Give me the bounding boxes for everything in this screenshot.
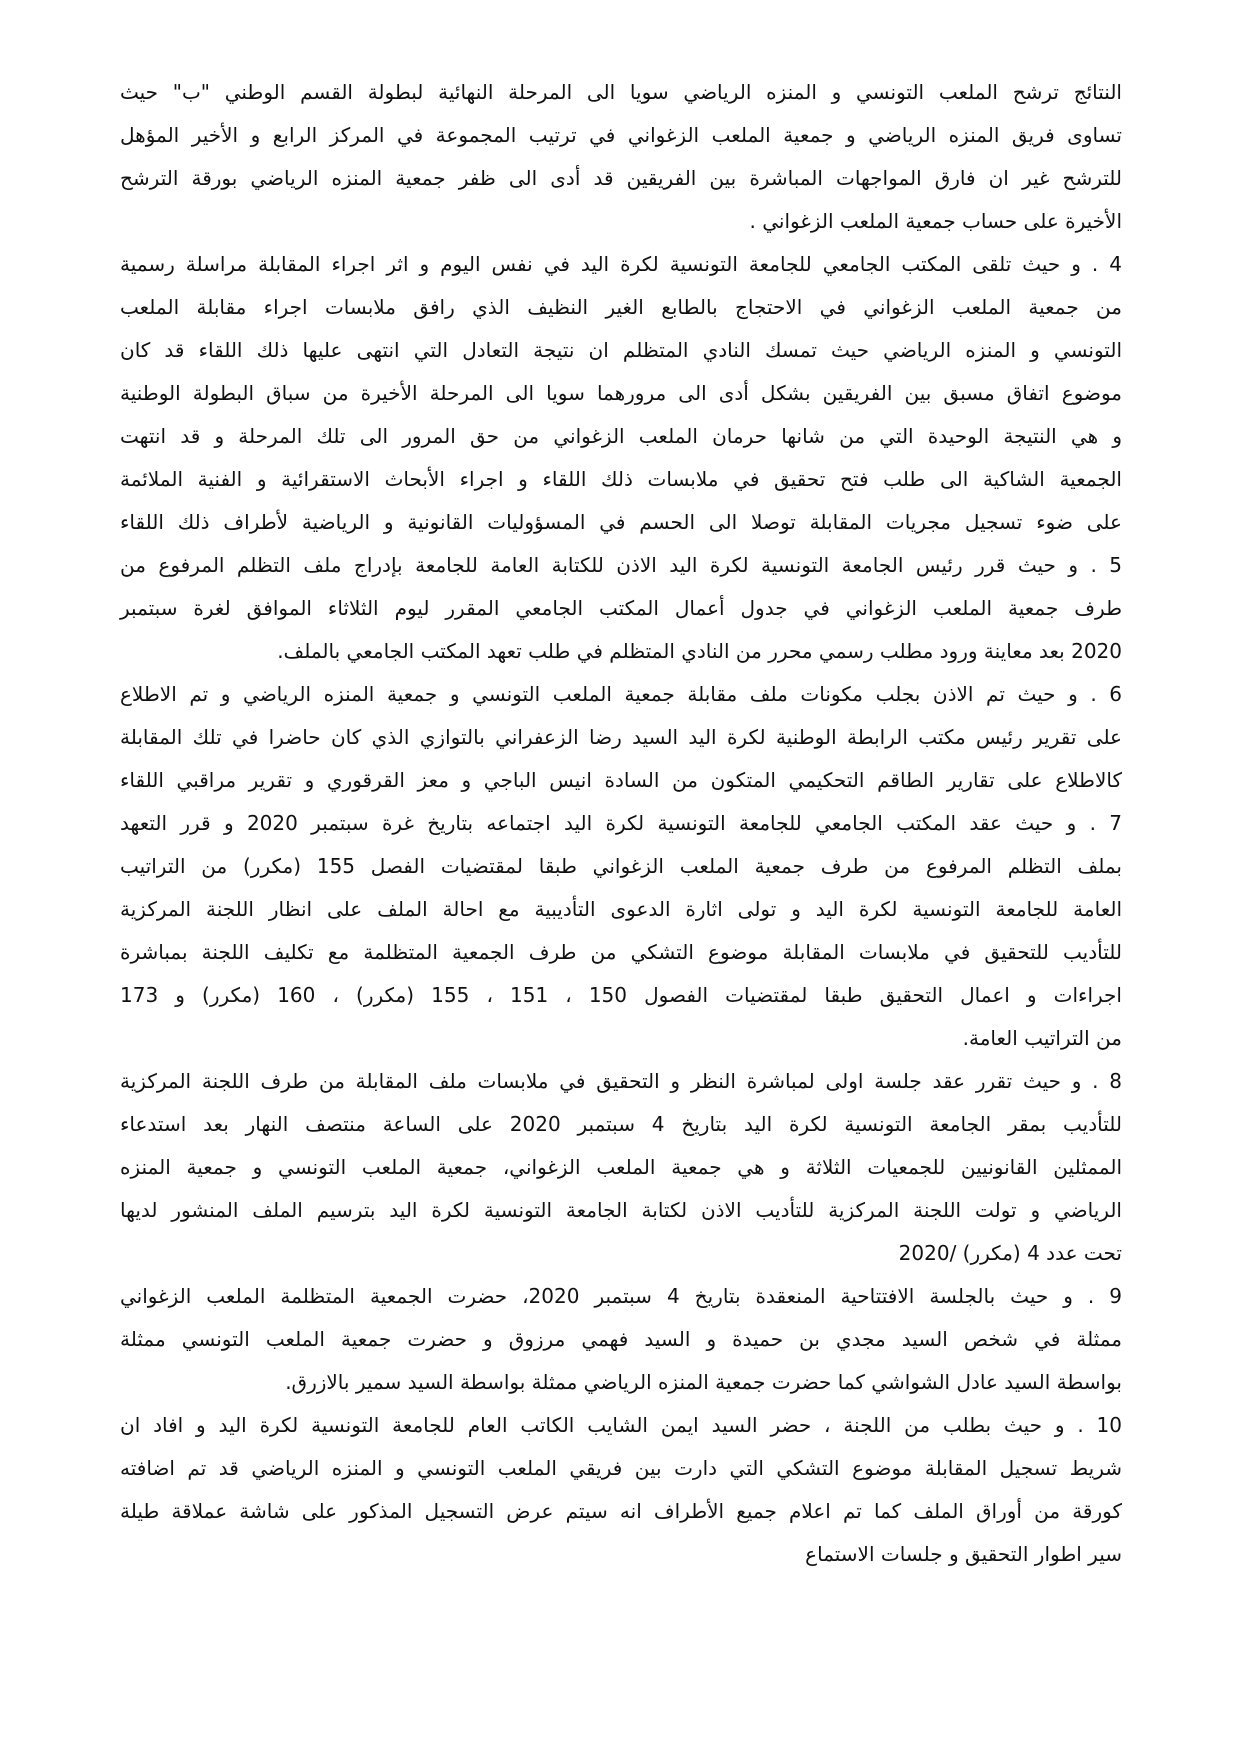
text-line: 5 . و حيث قرر رئيس الجامعة التونسية لكرة اليد الاذن للكتابة العامة للجامعة بإدراج ملف التظلم المرفوع من	[120, 553, 1122, 577]
text-line: للترشح غير ان فارق المواجهات المباشرة بين الفريقين قد أدى الى ظفر جمعية المنزه الرياضي بورقة الترشح	[120, 166, 1122, 190]
text-line: تحت عدد 4 (مكرر) /2020	[898, 1241, 1122, 1265]
text-line: شريط تسجيل المقابلة موضوع التشكي التي دارت بين فريقي الملعب التونسي و المنزه الرياضي قد تم اضافته	[120, 1456, 1122, 1480]
text-line: 4 . و حيث تلقى المكتب الجامعي للجامعة التونسية لكرة اليد في نفس اليوم و اثر اجراء المقابلة مراسلة رسمية	[120, 252, 1122, 276]
text-line: الأخيرة على حساب جمعية الملعب الزغواني .	[749, 209, 1122, 233]
text-line: طرف جمعية الملعب الزغواني في جدول أعمال المكتب الجامعي المقرر ليوم الثلاثاء الموافق لغرة سبتمبر	[120, 596, 1122, 620]
text-line: كورقة من أوراق الملف كما تم اعلام جميع الأطراف انه سيتم عرض التسجيل المذكور على شاشة عملاقة طيلة	[120, 1499, 1122, 1523]
text-line: 8 . و حيث تقرر عقد جلسة اولى لمباشرة النظر و التحقيق في ملابسات ملف المقابلة من طرف اللجنة المركزية	[120, 1069, 1122, 1093]
document-page	[120, 71, 1122, 1576]
paragraph-3-continued	[120, 71, 1122, 243]
text-line: للتأديب للتحقيق في ملابسات المقابلة موضوع التشكي من طرف الجمعية المتظلمة مع تكليف اللجنة بمباشرة	[120, 940, 1122, 964]
text-line: العامة للجامعة التونسية لكرة اليد و تولى اثارة الدعوى التأديبية مع احالة الملف على انظار اللجنة المركزية	[120, 897, 1122, 921]
text-line: الممثلين القانونيين للجمعيات الثلاثة و هي جمعية الملعب الزغواني، جمعية الملعب التونسي و جمعية المنزه	[120, 1155, 1122, 1179]
text-line: اجراءات و اعمال التحقيق طبقا لمقتضيات الفصول 150 ، 151 ، 155 (مكرر) ، 160 (مكرر) و 173	[120, 983, 1122, 1007]
text-line: للتأديب بمقر الجامعة التونسية لكرة اليد بتاريخ 4 سبتمبر 2020 على الساعة منتصف النهار بعد استدعاء	[120, 1112, 1122, 1136]
text-line: على تقرير رئيس مكتب الرابطة الوطنية لكرة اليد السيد رضا الزعفراني بالتوازي الذي كان حاضرا في تلك المقابلة	[120, 725, 1122, 749]
text-line: تساوى فريق المنزه الرياضي و جمعية الملعب الزغواني في ترتيب المجموعة في المركز الرابع و الأخير المؤهل	[120, 123, 1122, 147]
text-line: التونسي و المنزه الرياضي حيث تمسك النادي المتظلم ان نتيجة التعادل التي انتهى عليها ذلك اللقاء قد كان	[120, 338, 1122, 362]
text-line: كالاطلاع على تقارير الطاقم التحكيمي المتكون من السادة انيس الباجي و معز القرقوري و تقرير مراقبي اللقاء	[120, 768, 1122, 792]
paragraph-8	[120, 1060, 1122, 1275]
text-line: النتائج ترشح الملعب التونسي و المنزه الرياضي سويا الى المرحلة النهائية لبطولة القسم الوطني "ب" حيث	[120, 80, 1122, 104]
text-line: و هي النتيجة الوحيدة التي من شانها حرمان الملعب الزغواني من حق المرور الى تلك المرحلة و قد انتهت	[120, 424, 1122, 448]
text-line: موضوع اتفاق مسبق بين الفريقين بشكل أدى الى مرورهما سويا الى المرحلة الأخيرة من سباق البطولة الوطنية	[120, 381, 1122, 405]
text-line: الرياضي و تولت اللجنة المركزية للتأديب الاذن لكتابة الجامعة التونسية لكرة اليد بترسيم الملف المنشور لديها	[120, 1198, 1122, 1222]
paragraph-5	[120, 544, 1122, 673]
text-line: سير اطوار التحقيق و جلسات الاستماع	[805, 1542, 1122, 1566]
text-line: 10 . و حيث بطلب من اللجنة ، حضر السيد ايمن الشايب الكاتب العام للجامعة التونسية لكرة اليد و افاد ان	[120, 1413, 1122, 1437]
text-line: 7 . و حيث عقد المكتب الجامعي للجامعة التونسية لكرة اليد اجتماعه بتاريخ غرة سبتمبر 2020 و قرر التعهد	[120, 811, 1122, 835]
text-line: ممثلة في شخص السيد مجدي بن حميدة و السيد فهمي مرزوق و حضرت جمعية الملعب التونسي ممثلة	[120, 1327, 1122, 1351]
paragraph-7	[120, 802, 1122, 1060]
paragraph-9	[120, 1275, 1122, 1404]
text-line: بواسطة السيد عادل الشواشي كما حضرت جمعية المنزه الرياضي ممثلة بواسطة السيد سمير بالازرق.	[285, 1370, 1122, 1394]
text-line: الجمعية الشاكية الى طلب فتح تحقيق في ملابسات ذلك اللقاء و اجراء الأبحاث الاستقرائية و الفنية الملائمة	[120, 467, 1122, 491]
text-line: 6 . و حيث تم الاذن بجلب مكونات ملف مقابلة جمعية الملعب التونسي و جمعية المنزه الرياضي و تم الاطلاع	[120, 682, 1122, 706]
text-line: 9 . و حيث بالجلسة الافتتاحية المنعقدة بتاريخ 4 سبتمبر 2020، حضرت الجمعية المتظلمة الملعب الزغواني	[120, 1284, 1122, 1308]
text-line: بملف التظلم المرفوع من طرف جمعية الملعب الزغواني طبقا لمقتضيات الفصل 155 (مكرر) من التراتيب	[120, 854, 1122, 878]
text-line: على ضوء تسجيل مجريات المقابلة توصلا الى الحسم في المسؤوليات القانونية و الرياضية لأطراف ذلك اللقاء	[120, 510, 1122, 534]
text-line: من التراتيب العامة.	[962, 1026, 1122, 1050]
paragraph-6	[120, 673, 1122, 802]
text-line: 2020 بعد معاينة ورود مطلب رسمي محرر من النادي المتظلم في طلب تعهد المكتب الجامعي بالملف.	[277, 639, 1122, 663]
text-line: من جمعية الملعب الزغواني في الاحتجاج بالطابع الغير النظيف الذي رافق ملابسات اجراء مقابلة الملعب	[120, 295, 1122, 319]
paragraph-4	[120, 243, 1122, 544]
paragraph-10	[120, 1404, 1122, 1576]
